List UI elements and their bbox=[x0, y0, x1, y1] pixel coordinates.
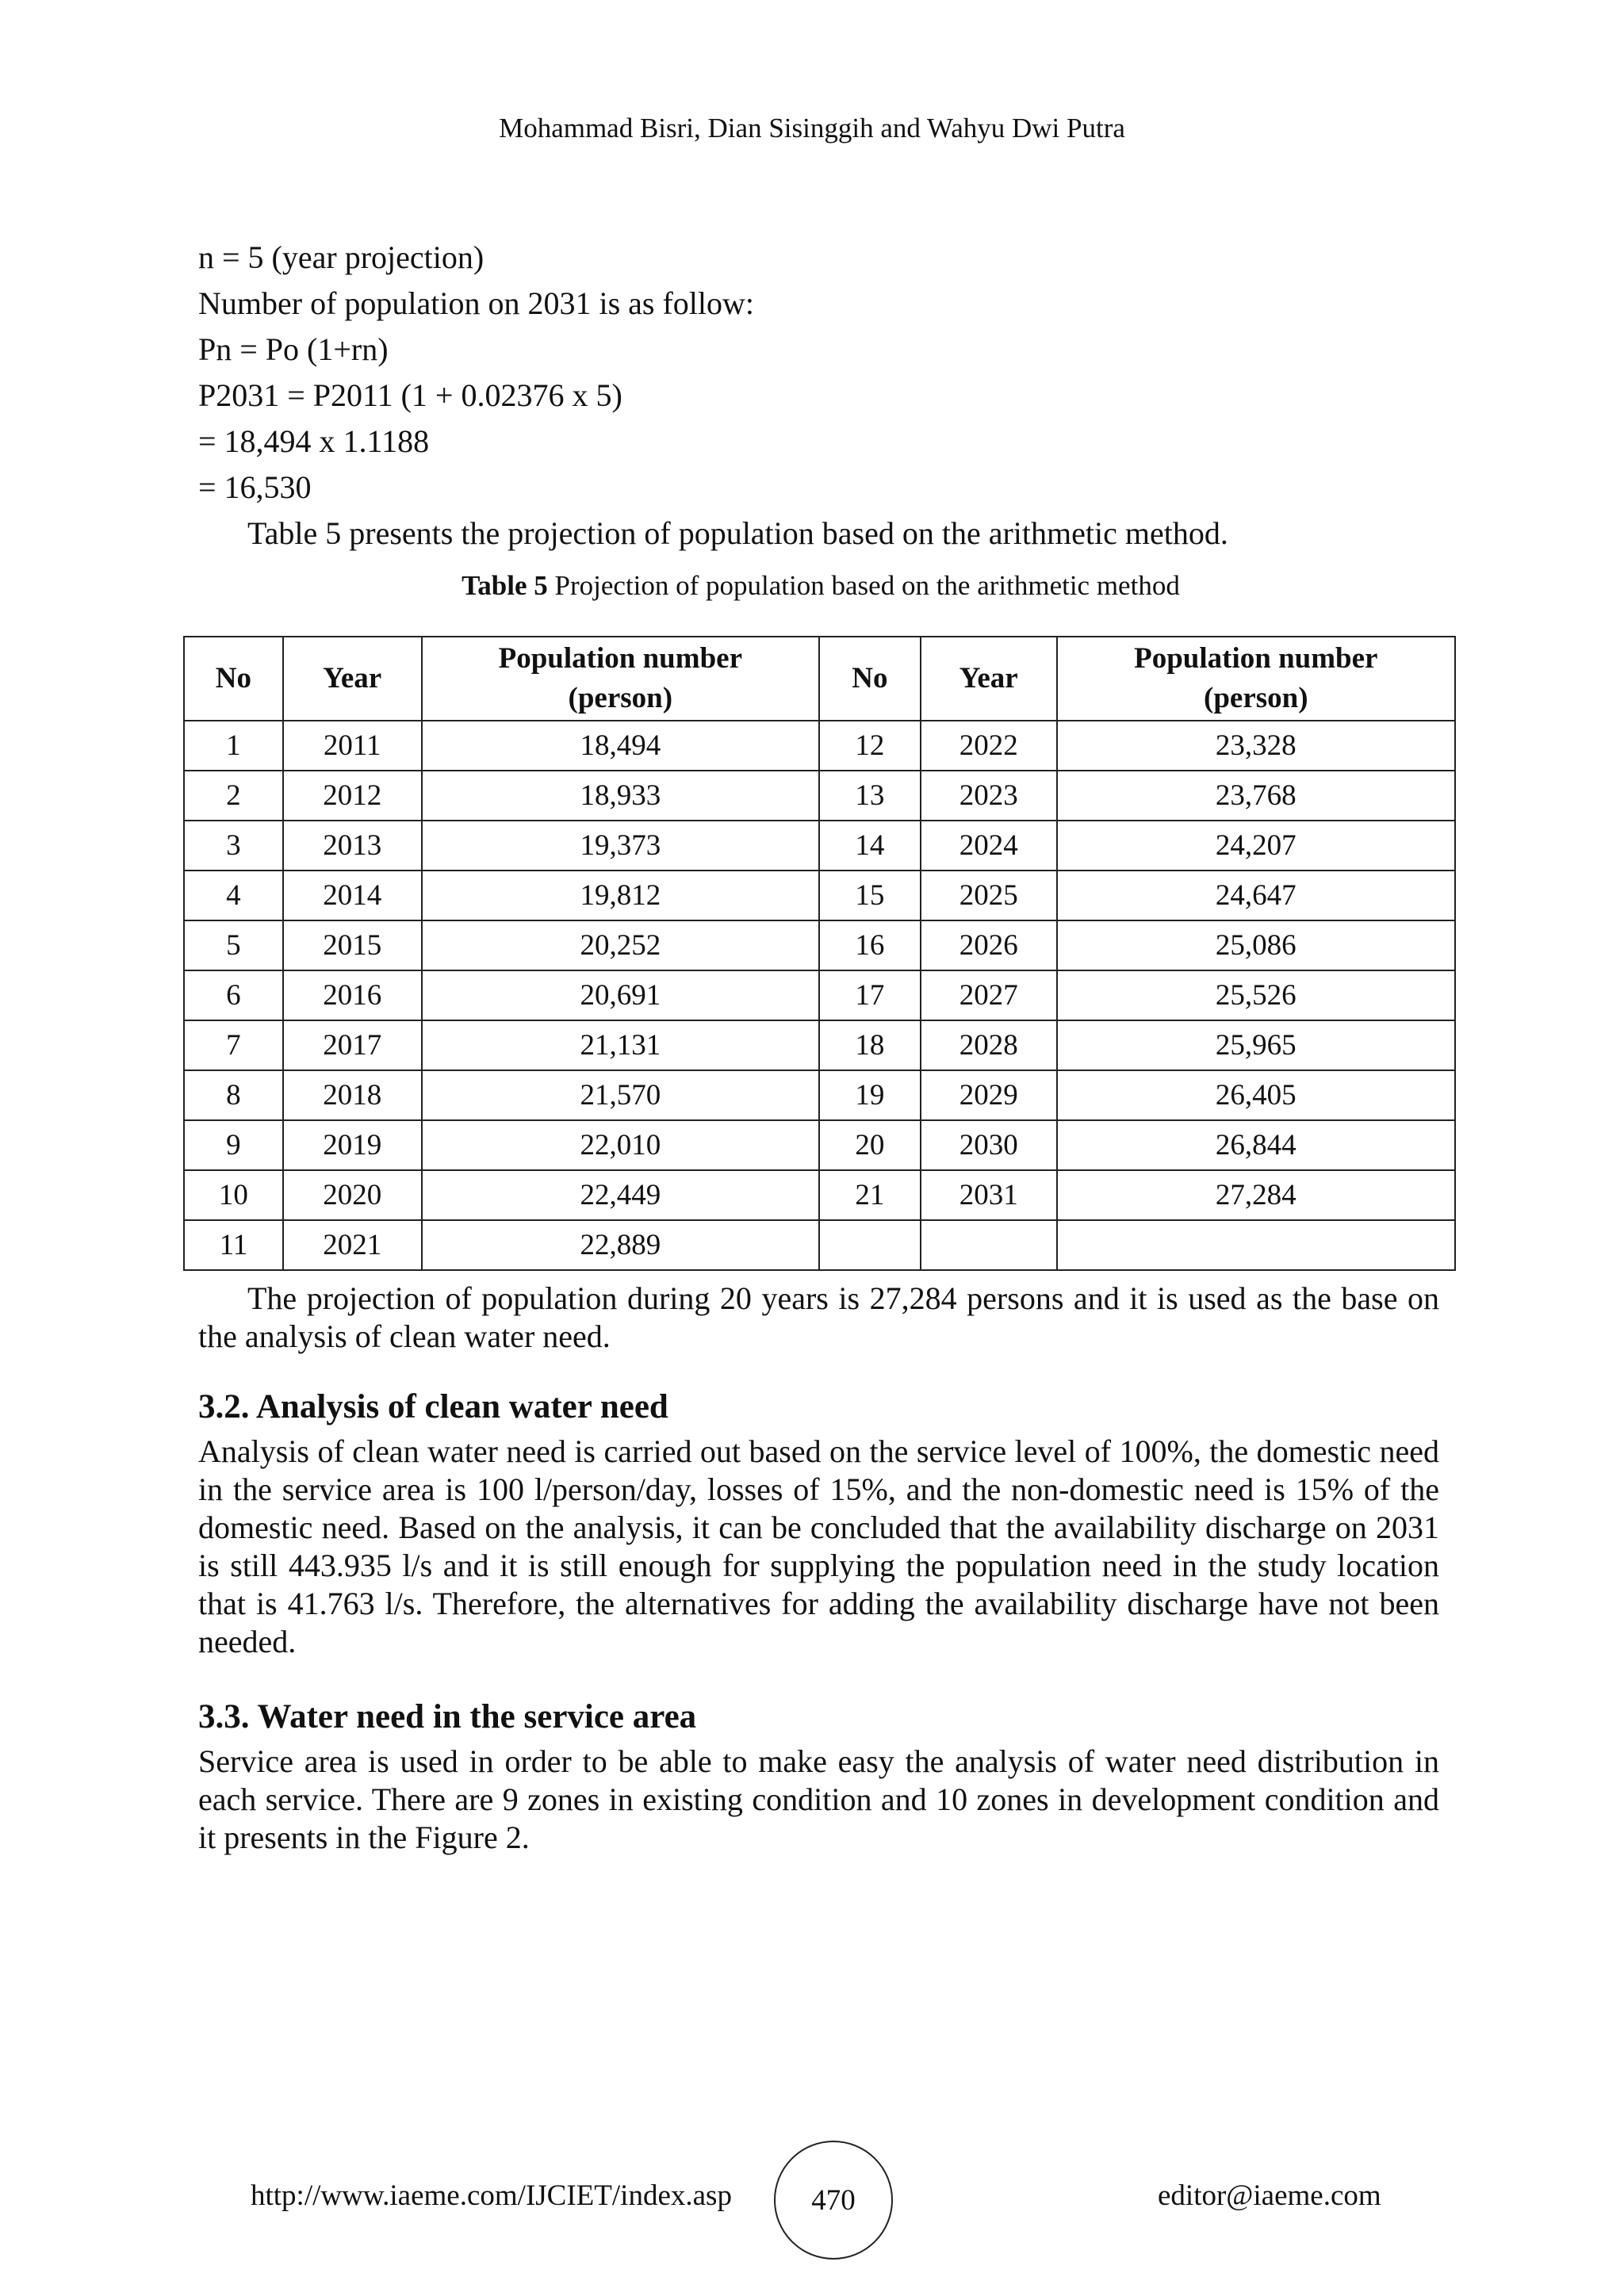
cell-year: 2024 bbox=[921, 821, 1057, 871]
cell-no: 6 bbox=[184, 970, 283, 1020]
table-body bbox=[184, 721, 1455, 1270]
table-row bbox=[184, 771, 1455, 821]
cell-no: 18 bbox=[819, 1020, 921, 1070]
cell-population: 26,405 bbox=[1057, 1070, 1455, 1120]
cell-year: 2014 bbox=[283, 871, 422, 920]
cell-population: 22,010 bbox=[422, 1120, 819, 1170]
cell-no: 1 bbox=[184, 721, 283, 771]
cell-no: 12 bbox=[819, 721, 921, 771]
cell-no: 3 bbox=[184, 821, 283, 871]
cell-year: 2013 bbox=[283, 821, 422, 871]
intro-block bbox=[198, 235, 1443, 606]
cell-population: 23,768 bbox=[1057, 771, 1455, 821]
cell-year: 2021 bbox=[283, 1220, 422, 1270]
header-population: Population number (person) bbox=[422, 637, 819, 721]
cell-population: 20,691 bbox=[422, 970, 819, 1020]
cell-no: 9 bbox=[184, 1120, 283, 1170]
journal-url-link[interactable]: http://www.iaeme.com/IJCIET/index.asp bbox=[251, 2179, 732, 2212]
cell-no bbox=[819, 1220, 921, 1270]
cell-no: 16 bbox=[819, 920, 921, 970]
equation-line: P2031 = P2011 (1 + 0.02376 x 5) bbox=[198, 377, 622, 413]
cell-year bbox=[921, 1220, 1057, 1270]
cell-population: 21,570 bbox=[422, 1070, 819, 1120]
cell-no: 8 bbox=[184, 1070, 283, 1120]
cell-year: 2018 bbox=[283, 1070, 422, 1120]
intro-paragraph: Table 5 presents the projection of population based on the arithmetic method. bbox=[247, 515, 1228, 551]
section-heading: 3.2. Analysis of clean water need bbox=[198, 1388, 668, 1425]
cell-no: 11 bbox=[184, 1220, 283, 1270]
cell-population: 21,131 bbox=[422, 1020, 819, 1070]
cell-year: 2025 bbox=[921, 871, 1057, 920]
cell-population: 22,889 bbox=[422, 1220, 819, 1270]
cell-no: 17 bbox=[819, 970, 921, 1020]
page-number: 470 bbox=[811, 2183, 856, 2217]
table-row bbox=[184, 1170, 1455, 1220]
cell-year: 2028 bbox=[921, 1020, 1057, 1070]
cell-population: 19,812 bbox=[422, 871, 819, 920]
header-no: No bbox=[184, 637, 283, 721]
table-row bbox=[184, 871, 1455, 920]
cell-population bbox=[1057, 1220, 1455, 1270]
table-caption-label: Table 5 bbox=[462, 570, 548, 601]
population-projection-table bbox=[183, 636, 1456, 1271]
cell-no: 7 bbox=[184, 1020, 283, 1070]
author-names: Mohammad Bisri, Dian Sisinggih and Wahyu Dwi Putra bbox=[499, 113, 1125, 144]
table-row bbox=[184, 920, 1455, 970]
equation-line: Pn = Po (1+rn) bbox=[198, 331, 389, 367]
header-population: Population number (person) bbox=[1057, 637, 1455, 721]
header-year: Year bbox=[921, 637, 1057, 721]
cell-no: 14 bbox=[819, 821, 921, 871]
editor-email-link[interactable]: editor@iaeme.com bbox=[1158, 2179, 1381, 2212]
equation-line: Number of population on 2031 is as follow: bbox=[198, 285, 755, 321]
table-row bbox=[184, 821, 1455, 871]
table-row bbox=[184, 1020, 1455, 1070]
cell-population: 26,844 bbox=[1057, 1120, 1455, 1170]
table-caption bbox=[198, 566, 1443, 606]
cell-no: 5 bbox=[184, 920, 283, 970]
cell-population: 25,086 bbox=[1057, 920, 1455, 970]
cell-year: 2023 bbox=[921, 771, 1057, 821]
equation-line: = 18,494 x 1.1188 bbox=[198, 423, 430, 459]
section-body: Service area is used in order to be able to make easy the analysis of water need distribution in each service. There are 9 zones in existing condition and 10 zones in development condition and it presents in the Figure 2. bbox=[198, 1743, 1439, 1855]
running-header bbox=[0, 113, 1624, 144]
page-footer bbox=[0, 2172, 1624, 2220]
section-3-2 bbox=[198, 1385, 1439, 1661]
cell-no: 10 bbox=[184, 1170, 283, 1220]
page-number-circle bbox=[774, 2141, 893, 2260]
section-body: Analysis of clean water need is carried out based on the service level of 100%, the domestic need in the service area is 100 l/person/day, losses of 15%, and the non-domestic need is 15% of the domestic need. Based on the analysis, it can be concluded that the availability discharge on 2031 is still 443.935 l/s and it is still enough for supplying the population need in the study location that is 41.763 l/s. Therefore, the alternatives for adding the availability discharge have not been needed. bbox=[198, 1433, 1439, 1659]
cell-year: 2017 bbox=[283, 1020, 422, 1070]
cell-population: 19,373 bbox=[422, 821, 819, 871]
cell-population: 23,328 bbox=[1057, 721, 1455, 771]
cell-no: 2 bbox=[184, 771, 283, 821]
after-table-paragraph: The projection of population during 20 years is 27,284 persons and it is used as the base on the analysis of clean water need. bbox=[198, 1280, 1439, 1354]
cell-year: 2027 bbox=[921, 970, 1057, 1020]
header-no: No bbox=[819, 637, 921, 721]
cell-year: 2011 bbox=[283, 721, 422, 771]
cell-population: 18,494 bbox=[422, 721, 819, 771]
section-heading: 3.3. Water need in the service area bbox=[198, 1698, 697, 1735]
equation-line: = 16,530 bbox=[198, 469, 312, 505]
table-row bbox=[184, 970, 1455, 1020]
cell-population: 24,207 bbox=[1057, 821, 1455, 871]
section-3-3 bbox=[198, 1695, 1439, 1857]
cell-population: 20,252 bbox=[422, 920, 819, 970]
cell-population: 27,284 bbox=[1057, 1170, 1455, 1220]
cell-population: 22,449 bbox=[422, 1170, 819, 1220]
cell-no: 19 bbox=[819, 1070, 921, 1120]
cell-population: 18,933 bbox=[422, 771, 819, 821]
table-row bbox=[184, 1120, 1455, 1170]
header-year: Year bbox=[283, 637, 422, 721]
cell-year: 2020 bbox=[283, 1170, 422, 1220]
cell-year: 2019 bbox=[283, 1120, 422, 1170]
cell-year: 2022 bbox=[921, 721, 1057, 771]
cell-no: 4 bbox=[184, 871, 283, 920]
cell-no: 20 bbox=[819, 1120, 921, 1170]
cell-population: 24,647 bbox=[1057, 871, 1455, 920]
cell-population: 25,526 bbox=[1057, 970, 1455, 1020]
cell-year: 2016 bbox=[283, 970, 422, 1020]
equation-line: n = 5 (year projection) bbox=[198, 239, 485, 275]
cell-population: 25,965 bbox=[1057, 1020, 1455, 1070]
table-row bbox=[184, 1070, 1455, 1120]
table-header-row bbox=[184, 637, 1455, 721]
cell-year: 2026 bbox=[921, 920, 1057, 970]
table-row bbox=[184, 1220, 1455, 1270]
cell-no: 13 bbox=[819, 771, 921, 821]
cell-no: 21 bbox=[819, 1170, 921, 1220]
cell-year: 2030 bbox=[921, 1120, 1057, 1170]
cell-no: 15 bbox=[819, 871, 921, 920]
cell-year: 2015 bbox=[283, 920, 422, 970]
table-row bbox=[184, 721, 1455, 771]
cell-year: 2031 bbox=[921, 1170, 1057, 1220]
cell-year: 2012 bbox=[283, 771, 422, 821]
table-caption-text: Projection of population based on the arithmetic method bbox=[547, 570, 1180, 601]
cell-year: 2029 bbox=[921, 1070, 1057, 1120]
